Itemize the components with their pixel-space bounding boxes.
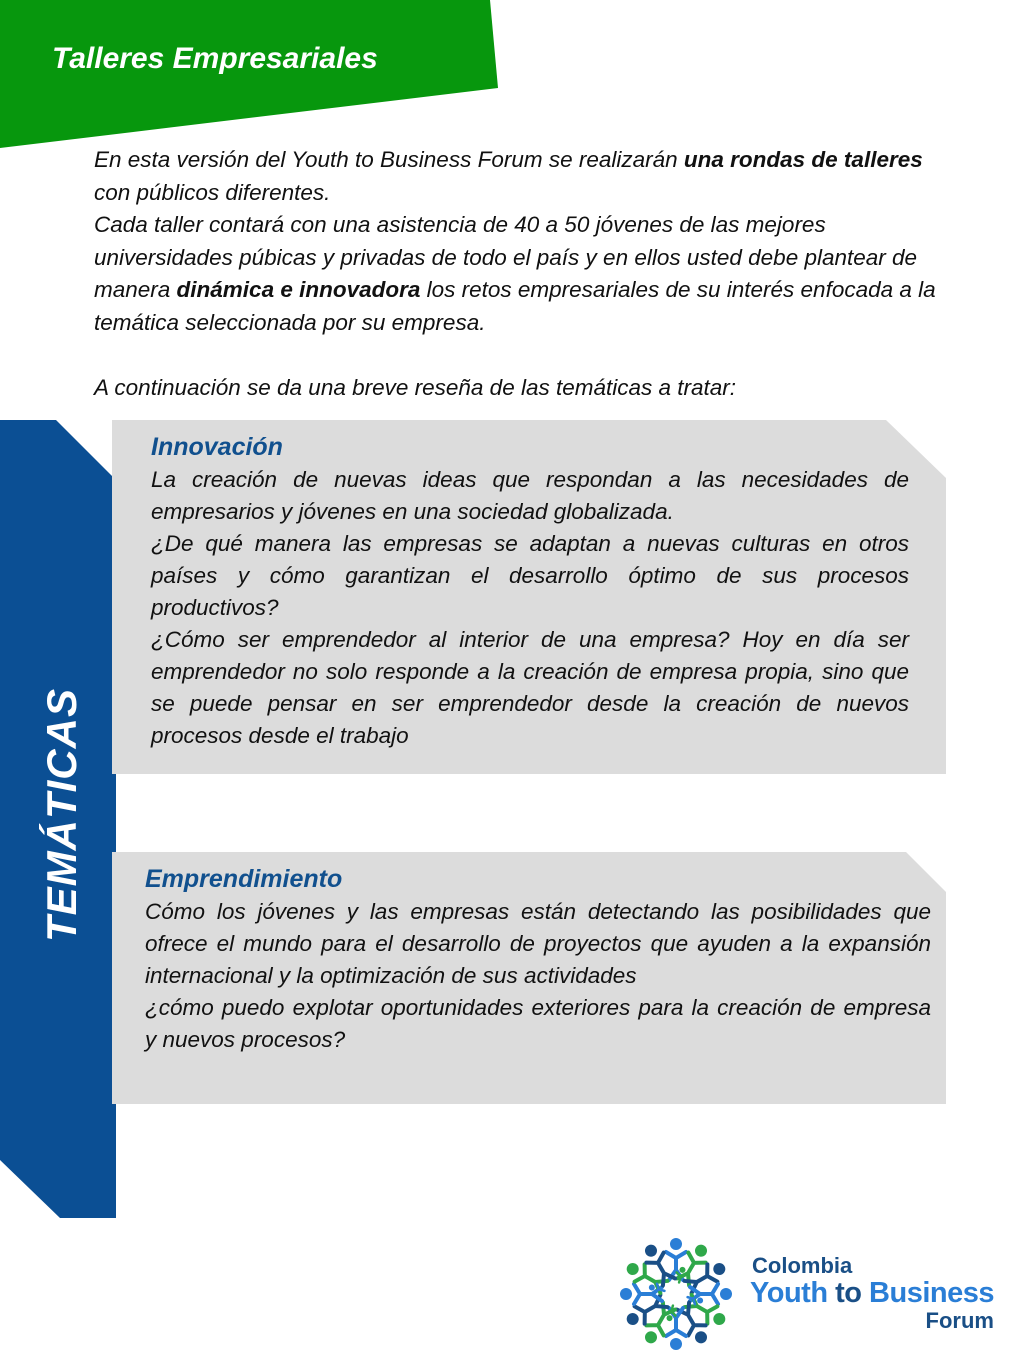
intro-paragraph-2: Cada taller contará con una asistencia de 40 a 50 jóvenes de las mejores universidades púbicas y privadas de todo el país y en ellos usted debe plantear de manera dinámica e innovadora los retos empresariales de su interés enfocada a la temática seleccionada por su empresa. (94, 212, 936, 335)
logo-youth-to-business (612, 1230, 1012, 1358)
logo-line-youth-to-business: Youth to Business (750, 1277, 994, 1309)
card-heading: Emprendimiento (145, 865, 343, 893)
intro-text (94, 144, 964, 404)
card-emprendimiento (145, 862, 931, 1056)
card-innovacion (151, 430, 909, 752)
card-paragraph: ¿Cómo ser emprendedor al interior de una empresa? Hoy en día ser emprendedor no solo responde a la creación de empresa propia, sino que se puede pensar en ser emprendedor desde la creación de nuevos procesos desde el trabajo (151, 627, 909, 748)
logo-line-forum: Forum (925, 1308, 994, 1333)
page-title: Talleres Empresariales (52, 42, 378, 75)
card-heading: Innovación (151, 433, 283, 461)
card-paragraph: ¿De qué manera las empresas se adaptan a nuevas culturas en otros países y cómo garantizan el desarrollo óptimo de sus procesos productivos? (151, 531, 909, 620)
intro-paragraph-1: En esta versión del Youth to Business Forum se realizarán una rondas de talleres con públicos diferentes. (94, 147, 923, 205)
intro-paragraph-3: A continuación se da una breve reseña de las temáticas a tratar: (94, 374, 737, 400)
card-paragraph: La creación de nuevas ideas que respondan a las necesidades de empresarios y jóvenes en una sociedad globalizada. (151, 467, 909, 524)
card-paragraph: Cómo los jóvenes y las empresas están detectando las posibilidades que ofrece el mundo para el desarrollo de proyectos que ayuden a la expansión internacional y la optimización de sus actividades (145, 899, 931, 988)
logo-text (750, 1254, 994, 1334)
logo-line-colombia: Colombia (752, 1253, 853, 1278)
people-circle-icon (612, 1230, 740, 1358)
card-paragraph: ¿cómo puedo explotar oportunidades exteriores para la creación de empresa y nuevos procesos? (145, 995, 931, 1052)
side-label-tematicas: TEMÁTICAS (38, 688, 85, 942)
